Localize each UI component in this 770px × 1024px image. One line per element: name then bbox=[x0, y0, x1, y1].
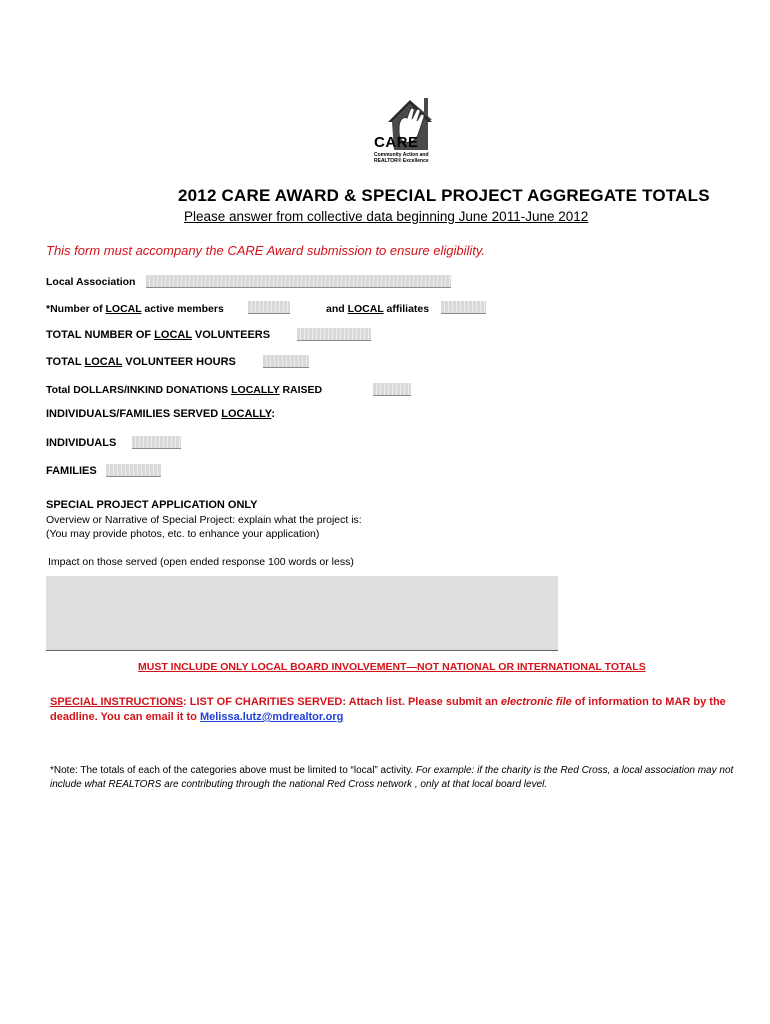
served-label: INDIVIDUALS/FAMILIES SERVED LOCALLY: bbox=[46, 408, 276, 420]
email-link[interactable]: Melissa.lutz@mdrealtor.org bbox=[199, 711, 344, 723]
individuals-label: INDIVIDUALS bbox=[46, 437, 117, 449]
special-project-impact: Impact on those served (open ended response 100 words or less) bbox=[48, 556, 354, 568]
special-instructions: SPECIAL INSTRUCTIONS: LIST OF CHARITIES SERVED: Attach list. Please submit an electronic file of information to MAR by the deadline. You can email it to Melissa.lutz@mdrealtor.org bbox=[50, 696, 726, 723]
affiliates-label: and LOCAL affiliates bbox=[326, 303, 430, 315]
affiliates-field[interactable] bbox=[441, 301, 486, 314]
special-project-photos: (You may provide photos, etc. to enhance your application) bbox=[46, 528, 320, 540]
volunteer-hours-field[interactable] bbox=[263, 355, 309, 368]
local-association-label: Local Association bbox=[46, 276, 136, 288]
page-subtitle: Please answer from collective data beginning June 2011-June 2012 bbox=[184, 209, 589, 224]
special-project-heading: SPECIAL PROJECT APPLICATION ONLY bbox=[46, 499, 258, 511]
special-project-overview: Overview or Narrative of Special Project: explain what the project is: bbox=[46, 514, 362, 526]
volunteer-hours-label: TOTAL LOCAL VOLUNTEER HOURS bbox=[46, 356, 236, 368]
must-include-note: MUST INCLUDE ONLY LOCAL BOARD INVOLVEMENT—NOT NATIONAL OR INTERNATIONAL TOTALS bbox=[138, 661, 646, 673]
families-field[interactable] bbox=[106, 464, 161, 477]
care-logo-subtitle: Community Action and REALTOR® Excellence bbox=[374, 152, 429, 164]
impact-textarea[interactable] bbox=[46, 576, 558, 651]
local-association-field[interactable] bbox=[146, 275, 451, 288]
members-field[interactable] bbox=[248, 301, 290, 314]
page-title: 2012 CARE AWARD & SPECIAL PROJECT AGGREGATE TOTALS bbox=[178, 186, 710, 205]
families-label: FAMILIES bbox=[46, 465, 97, 477]
individuals-field[interactable] bbox=[132, 436, 181, 449]
donations-field[interactable] bbox=[373, 383, 411, 396]
care-logo-text: CARE bbox=[374, 134, 419, 151]
footnote: *Note: The totals of each of the categories above must be limited to “local” activity. For example: if the charity is the Red Cross, a local association may not include what REALTORS are contributing through the national Red Cross network , only at that local board level. bbox=[50, 765, 734, 790]
members-label: *Number of LOCAL active members bbox=[46, 303, 224, 315]
donations-label: Total DOLLARS/INKIND DONATIONS LOCALLY RAISED bbox=[46, 384, 323, 396]
eligibility-note: This form must accompany the CARE Award submission to ensure eligibility. bbox=[46, 243, 486, 258]
volunteers-field[interactable] bbox=[297, 328, 371, 341]
volunteers-label: TOTAL NUMBER OF LOCAL VOLUNTEERS bbox=[46, 329, 271, 341]
